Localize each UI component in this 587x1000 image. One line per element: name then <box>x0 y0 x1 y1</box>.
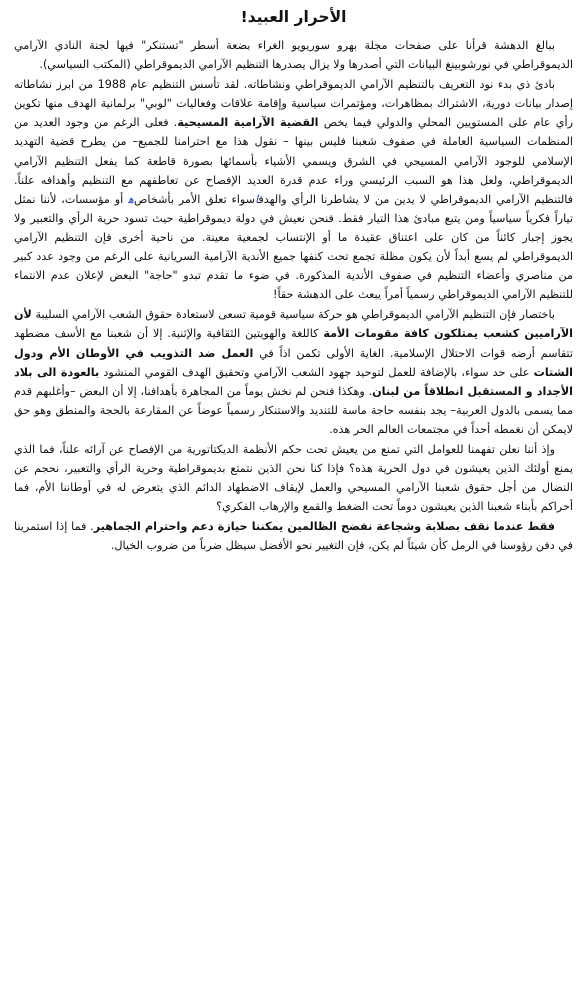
p5-text-c: . فما إذا استمرينا في دفن رؤوسنا في الرمل كأن شيئاً لم يكن، فإن التغيير نحو الأفضل سيظل ضرباً من ضروب الخيال. <box>14 520 573 553</box>
p5-bold-1: فقط عندما نقف بصلابة وشجاعة نفضح الظالمين يمكننا حيازة دعم واحترام الجماهير <box>93 520 555 534</box>
paragraph-2 <box>14 75 573 304</box>
p3-text-d: على حد سواء، بالإضافة للعمل لتوحيد جهود الشعب الآرامي وتحقيق الهدف القومي المنشود <box>99 365 534 379</box>
p2-text-e: أو مؤسسات، لأننا نمثل تياراً فكرياً سياسياً ومن يتبع مبادئ هذا التيار فقط. فنحن نعيش في دولة ديموقراطية حيث تسود حرية الرأي والتعبير ولا يجوز إجبار كائناً من كان على اعتناق عقيدة ما أو الإنتساب لجمعية معينة. من ناحية أخرى فإن التنظيم الآرامي الديموقراطي لم يسع أبداً لأن يكون مظلة تجمع تحت كنفها جميع الأندية الآرامية السريانية على الرغم من وجود عدد كبير من مناصري وأعضاء التنظيم في صفوف الأندية المذكورة. في ضوء ما تقدم تبدو "حاجة" البعض لإعلان عدم الانتماء للتنظيم الآرامي الديموقراطي رسمياً أمراً يبعث على الدهشة حقاً! <box>14 192 573 302</box>
p3-text-c: كاللغة والهويتين الثقافية والإثنية. إلا أن شعبنا مع الأسف مضطهد تتقاسم أرضه قوات الاحتلال الإسلامية. الغاية الأولى تكمن اذاً في <box>14 327 574 360</box>
pen-mark-1: ا <box>254 192 259 206</box>
paragraph-5 <box>14 517 573 555</box>
article-title: الأحرار العبيد! <box>240 8 347 26</box>
p3-bold-1: لأن الآراميين كشعب يمتلكون كافة مقومات الأمة <box>14 308 573 341</box>
paragraph-1: ببالغ الدهشة قرأنا على صفحات مجلة بهرو سوريويو الغراء بضعة أسطر "تستنكر" فيها لجنة النادي الآرامي الديموقراطي في نورشوبينغ البيانات التي أصدرها ولا يزال يصدرها التنظيم الآرامي الديموقراطي (المكتب السياسي). <box>14 39 573 72</box>
p3-text-e: . وهكذا فنحن لم نخش يوماً من المجاهرة بأهدافنا، إلا أن البعض –وأغلبهم قدم مما يسمى بالدول العربية– يجد بنفسه حاجة ماسة للتنديد والاستنكار رسمياً عوضاً عن المقارعة بالحجة والمنطق وهو حق لايمكن أن نغمطه أحداً في مجتمعات العالم الحر هذه. <box>14 384 573 436</box>
p3-bold-3: بالعودة الى بلاد الأجداد و المستقبل انطلاقاً من لبنان <box>14 365 573 398</box>
p3-text-a: باختصار فإن التنظيم الآرامي الديموقراطي هو حركة سياسية قومية تسعى لاستعادة حقوق الشعب الآرامي السليبة <box>31 308 555 322</box>
p3-bold-2: العمل ضد التذويب في الأوطان الأم ودول الشتات <box>14 346 574 379</box>
paragraph-3 <box>14 305 573 439</box>
p2-text-d: سواء تعلق الأمر بأشخاص <box>133 192 255 206</box>
p2-text-a: بادئ ذي بدء نود التعريف بالتنظيم الآرامي الديموقراطي ونشاطاته. لقد تأسس التنظيم عام 1988 من ابرز نشاطاته إصدار بيانات دورية، الاشتراك بمظاهرات، ومؤتمرات سياسية وإقامة علاقات وفعاليات "لوبي" برلمانية الهدف منها تكوين رأي عام على المستويين المحلي والدولي فيما يخص <box>14 78 573 130</box>
p2-text-c: . فعلى الرغم من وجود العديد من المنظمات السياسية العاملة في صفوف شعبنا فليس بينها – نقول هذا مع احترامنا للجميع– من يطرح قضية التهديد الإسلامي للوجود الآرامي المسيحي في الشرق ويسمي الأشياء بأسمائها بصورة قاطعة كما يفعل التنظيم الآرامي الديموقراطي، ولعل هذا هو السبب الرئيسي وراء عدم قدرة العديد الإفصاح عن تعاطفهم مع التنظيم وأهدافه علناً. فالتنظيم الآرامي الديموقراطي لا يدين من لا يشاطرنا الرأي والهدف <box>14 116 574 206</box>
paragraph-4: وإذ أننا نعلن تفهمنا للعوامل التي تمنع من يعيش تحت حكم الأنظمة الديكتاتورية من الإفصاح عن آرائه علناً، فما الذي يمنع أولئك الذين يعيشون في دول الحرية هذه؟ فإذا كنا نحن الذين نتمتع بديموقراطية وحرية الرأي والتعبير، نحجم عن النضال من أجل حقوق شعبنا الآرامي المسيحي والعمل لإيقاف الاضطهاد الدائم الذي يتعرض له في أوطاننا الأم، فما أحراكم بأبناء شعبنا الذين يعيشون دوماً تحت الضغط والقمع والإرهاب الفكري؟ <box>14 442 573 514</box>
p2-bold-1: القضية الآرامية المسيحية <box>177 116 319 130</box>
pen-mark-2: ﻫ <box>127 192 134 206</box>
